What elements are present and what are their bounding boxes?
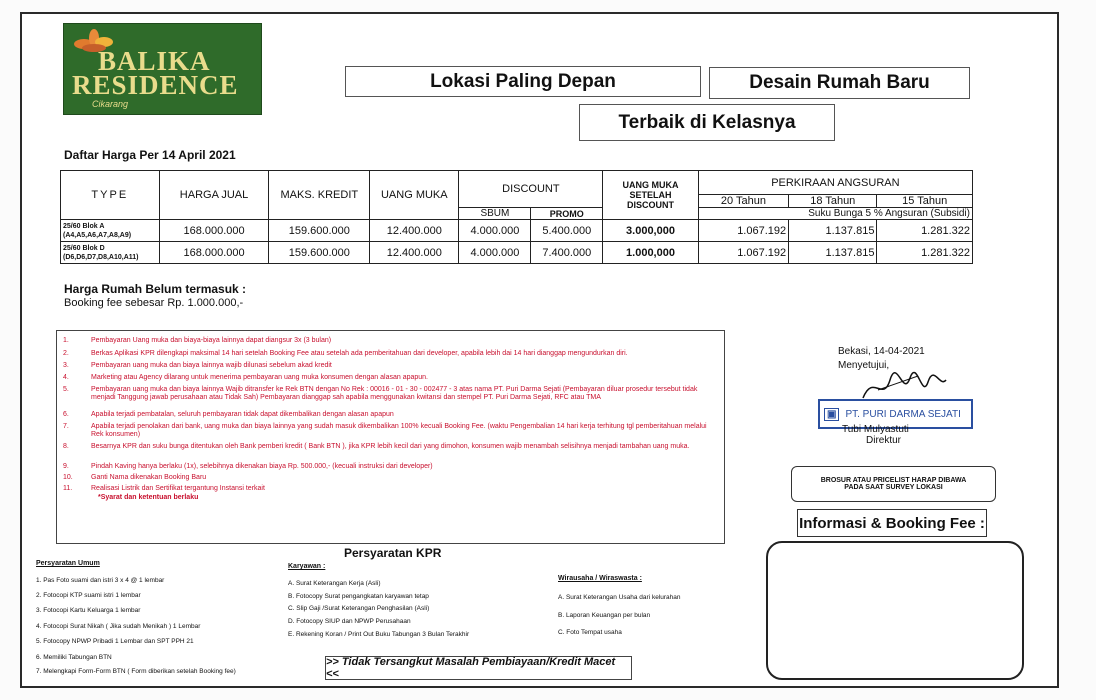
header-um-setelah: UANG MUKA SETELAH DISCOUNT [603,171,699,220]
term-number: 2. [63,350,69,357]
price-list-title: Daftar Harga Per 14 April 2021 [64,148,236,162]
list-item: 3. Fotocopi Kartu Keluarga 1 lembar [36,607,141,614]
balika-residence-logo [63,23,262,115]
list-item [63,411,711,419]
list-item: E. Rekening Koran / Print Out Buku Tabungan 3 Bulan Terakhir [288,631,470,638]
price-table [60,170,973,264]
term-text: Berkas Aplikasi KPR dilengkapi maksimal 14 hari setelah Booking Fee atau setelah ada pemberitahuan dari developer, apabila lebih dai 14 hari dianggap mengundurkan diri. [91,350,628,357]
list-item: A. Surat Keterangan Usaha dari kelurahan [558,594,681,601]
header-type: TYPE [61,171,160,220]
stamp-logo-icon: ▣ [824,408,839,421]
term-number: 11. [63,485,73,492]
logo-sub: Cikarang [92,99,129,109]
sign-title: Direktur [866,435,902,446]
header-20: 20 Tahun [698,195,788,208]
info-booking-title: Informasi & Booking Fee : [797,509,987,537]
term-number: 1. [63,337,69,344]
list-item [63,423,711,439]
table-row [61,220,973,242]
term-number: 5. [63,386,69,393]
row-type [61,242,160,264]
row-um: 12.400.000 [370,220,459,242]
footer-banner: >> Tidak Tersangkut Masalah Pembiayaan/Kredit Macet << [325,656,632,680]
list-item: B. Fotocopy Surat pengangkatan karyawan tetap [288,593,429,600]
row-a18: 1.137.815 [789,220,877,242]
header-bunga: Suku Bunga 5 % Angsuran (Subsidi) [698,208,972,220]
list-item: 4. Fotocopi Surat Nikah ( Jika sudah Menikah ) 1 Lembar [36,623,201,630]
row-type-line1: 25/60 Blok A [63,222,105,230]
term-text: Pembayaran Uang muka dan biaya-biaya lainnya dapat diangsur 3x (3 bulan) [91,337,332,344]
info-booking-box [766,541,1024,680]
row-setelah: 1.000,000 [603,242,699,264]
list-item: 1. Pas Foto suami dan istri 3 x 4 @ 1 lembar [36,577,165,584]
header-discount: DISCOUNT [459,171,603,208]
list-item [63,362,711,370]
header-kredit: MAKS. KREDIT [269,171,370,220]
header-promo: PROMO [531,208,603,220]
list-item: C. Foto Tempat usaha [558,629,622,636]
header-18: 18 Tahun [789,195,877,208]
term-number: 9. [63,463,69,470]
list-item: 2. Fotocopi KTP suami istri 1 lembar [36,592,141,599]
headline-desain: Desain Rumah Baru [709,67,970,99]
header-sbum: SBUM [459,208,531,220]
list-item [63,386,711,402]
row-type [61,220,160,242]
karyawan-title: Karyawan : [288,563,326,570]
brosur-notice [791,466,996,502]
row-a20: 1.067.192 [698,220,788,242]
sign-place-date: Bekasi, 14-04-2021 [838,346,925,357]
row-a20: 1.067.192 [698,242,788,264]
logo-line2: RESIDENCE [72,70,239,100]
list-item: 5. Fotocopy NPWP Pribadi 1 Lembar dan SPT PPH 21 [36,638,194,645]
term-number: 4. [63,374,69,381]
term-number: 3. [63,362,69,369]
row-a18: 1.137.815 [789,242,877,264]
term-number: 6. [63,411,69,418]
row-kredit: 159.600.000 [269,242,370,264]
row-type-line2: (D6,D6,D7,D8,A10,A11) [63,253,139,261]
row-promo: 7.400.000 [531,242,603,264]
row-sbum: 4.000.000 [459,242,531,264]
header-uang-muka: UANG MUKA [370,171,459,220]
wira-title: Wirausaha / Wiraswasta : [558,575,642,582]
sign-name: Tubi Mulyastuti [842,424,909,435]
list-item: 6. Memiliki Tabungan BTN [36,654,112,661]
row-um: 12.400.000 [370,242,459,264]
list-item [63,474,711,482]
row-promo: 5.400.000 [531,220,603,242]
sign-greeting: Menyetujui, [838,360,890,371]
list-item: B. Laporan Keuangan per bulan [558,612,651,619]
term-number: 8. [63,443,69,450]
term-number: 10. [63,474,73,481]
booking-fee-note: Booking fee sebesar Rp. 1.000.000,- [64,297,244,309]
row-type-line2: (A4,A5,A6,A7,A8,A9) [63,231,132,239]
list-item [63,374,711,382]
terms-box [56,330,725,544]
list-item [63,485,711,493]
term-text: Apabila terjadi pembatalan, seluruh pembayaran tidak dapat dikembalikan dengan alasan apapun [91,411,394,418]
stamp-company: PT. PURI DARMA SEJATI [845,408,961,420]
term-text: Pembayaran uang muka dan biaya lainnya Wajib ditransfer ke Rek BTN dengan No Rek : 00016 - 01 - 30 - 002477 - 3 atas nama PT. Puri Darma Sejati (Pembayaran diluar prosedur tersebut tidak menjadi Tanggung jawab perusahaan atau Tidak Sah) Pembayaran dianggap sah apabila menggunakan kwitansi dan stempel PT. Puri Darma Sejati, RFC atau TMA [91,386,698,401]
row-harga: 168.000.000 [159,242,269,264]
term-text: Pindah Kaving hanya berlaku (1x), selebihnya dikenakan biaya Rp. 500.000,- (kecuali instruksi dari developer) [91,463,433,470]
kpr-title: Persyaratan KPR [344,546,442,560]
headline-terbaik: Terbaik di Kelasnya [579,104,835,141]
term-text: Marketing atau Agency dilarang untuk menerima pembayaran uang muka konsumen dengan alasan apapun. [91,374,428,381]
row-setelah: 3.000,000 [603,220,699,242]
header-15: 15 Tahun [877,195,973,208]
list-item [63,350,711,358]
term-text: Realisasi Listrik dan Sertifikat tergantung Instansi terkait [91,485,265,492]
list-item: 7. Melengkapi Form-Form BTN ( Form diberikan setelah Booking fee) [36,668,236,675]
syarat-note: *Syarat dan ketentuan berlaku [98,494,199,501]
brosur-text: BROSUR ATAU PRICELIST HARAP DIBAWA PADA SAAT SURVEY LOKASI [820,477,967,491]
headline-lokasi: Lokasi Paling Depan [345,66,701,97]
list-item: A. Surat Keterangan Kerja (Asli) [288,580,381,587]
header-harga: HARGA JUAL [159,171,269,220]
term-text: Ganti Nama dikenakan Booking Baru [91,474,207,481]
row-a15: 1.281.322 [877,220,973,242]
header-angsuran: PERKIRAAN ANGSURAN [698,171,972,195]
row-harga: 168.000.000 [159,220,269,242]
list-item [63,463,711,471]
term-text: Pembayaran uang muka dan biaya lainnya wajib dilunasi sebelum akad kredit [91,362,332,369]
row-sbum: 4.000.000 [459,220,531,242]
term-number: 7. [63,423,69,430]
list-item: C. Slip Gaji /Surat Keterangan Penghasilan (Asli) [288,605,430,612]
list-item [63,443,711,451]
umum-title: Persyaratan Umum [36,560,100,567]
row-a15: 1.281.322 [877,242,973,264]
list-item: D. Fotocopy SIUP dan NPWP Perusahaan [288,618,411,625]
term-text: Apabila terjadi penolakan dari bank, uang muka dan biaya lainnya yang sudah masuk dikembalikan 100% kecuali Booking Fee. (waktu Pengembalian 14 hari kerja terhitung tgl pemberitahuan melalui Rek konsumen) [91,423,707,438]
row-kredit: 159.600.000 [269,220,370,242]
list-item [63,337,711,345]
notes-title: Harga Rumah Belum termasuk : [64,282,247,296]
row-type-line1: 25/60 Blok D [63,244,105,252]
term-text: Besarnya KPR dan suku bunga ditentukan oleh Bank pemberi kredit ( Bank BTN ), jika KPR lebih kecil dari yang dimohon, konsumen wajib menambah selisihnya menjadi tambahan uang muka. [91,443,690,450]
logo-line1: BALIKA [98,46,211,76]
table-row [61,242,973,264]
